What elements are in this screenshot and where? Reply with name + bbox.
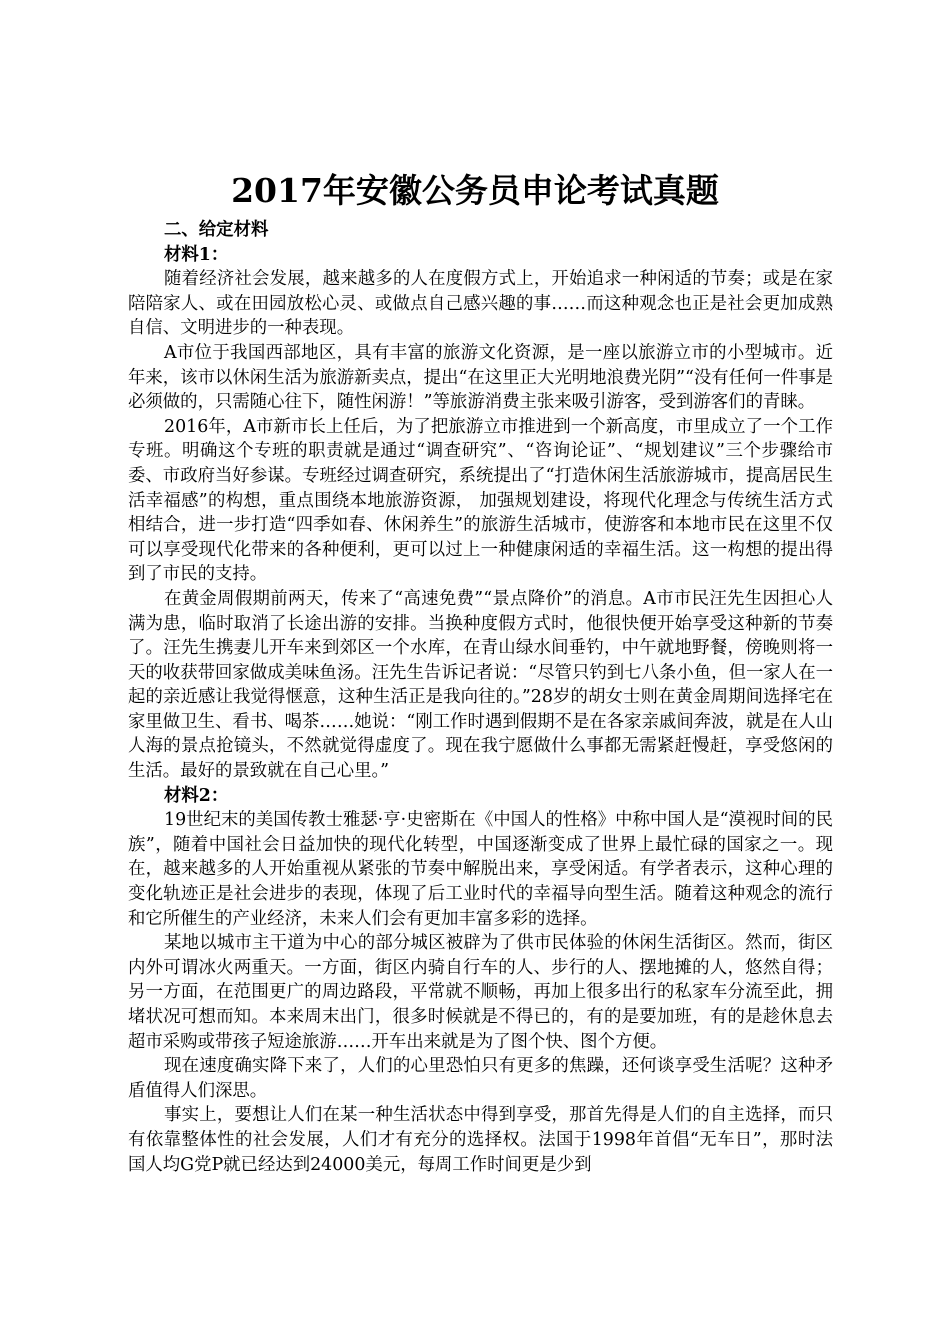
material-2-label: 材料2： (164, 785, 229, 806)
material-1-paragraph-2: A市位于我国西部地区，具有丰富的旅游文化资源，是一座以旅游立市的小型城市。近年来，该市以休闲生活为旅游新卖点，提出“在这里正大光明地浪费光阴”“没有任何一件事是必须做的，只需随心往下，随性闲游！”等旅游消费主张来吸引游客，受到游客们的青睐。 (128, 342, 833, 413)
material-2-paragraph-4: 事实上，要想让人们在某一种生活状态中得到享受，那首先得是人们的自主选择，而只有依靠整体性的社会发展，人们才有充分的选择权。法国于1998年首倡“无车日”，那时法国人均G党P就已经达到24000美元，每周工作时间更是少到 (128, 1105, 833, 1175)
material-1-label: 材料1： (164, 244, 229, 265)
material-2-paragraph-2: 某地以城市主干道为中心的部分城区被辟为了供市民体验的休闲生活街区。然而，街区内外可谓冰火两重天。一方面，街区内骑自行车的人、步行的人、摆地摊的人，悠然自得；另一方面，在范围更广的周边路段，平常就不顺畅，再加上很多出行的私家车分流至此，拥堵状况可想而知。本来周末出门，很多时候就是不得已的，有的是要加班，有的是趁休息去超市采购或带孩子短途旅游……开车出来就是为了图个快、图个方便。 (128, 933, 833, 1052)
page-title: 2017年安徽公务员申论考试真题 (231, 171, 719, 210)
document-body (128, 218, 833, 1177)
material-1-paragraph-4: 在黄金周假期前两天，传来了“高速免费”“景点降价”的消息。A市市民汪先生因担心人满为患，临时取消了长途出游的安排。当换种度假方式时，他很快便开始享受这种新的节奏了。汪先生携妻儿开车来到郊区一个水库，在青山绿水间垂钓，中午就地野餐，傍晚则将一天的收获带回家做成美味鱼汤。汪先生告诉记者说：“尽管只钓到七八条小鱼，但一家人在一起的亲近感让我觉得惬意，这种生活正是我向往的。”28岁的胡女士则在黄金周期间选择宅在家里做卫生、看书、喝茶……她说：“刚工作时遇到假期不是在各家亲戚间奔波，就是在人山人海的景点抢镜头，不然就觉得虚度了。现在我宁愿做什么事都无需紧赶慢赶，享受悠闲的生活。最好的景致就在自己心里。” (128, 588, 833, 782)
section-heading: 二、给定材料 (164, 220, 269, 240)
material-2-paragraph-3: 现在速度确实降下来了，人们的心里恐怕只有更多的焦躁，还何谈享受生活呢？这种矛盾值得人们深思。 (128, 1056, 833, 1101)
material-1-paragraph-3: 2016年，A市新市长上任后，为了把旅游立市推进到一个新高度，市里成立了一个工作专班。明确这个专班的职责就是通过“调查研究”、“咨询论证”、“规划建议”三个步骤给市委、市政府当好参谋。专班经过调查研究，系统提出了“打造休闲生活旅游城市，提高居民生活幸福感”的构想，重点围绕本地旅游资源， 加强规划建设，将现代化理念与传统生活方式相结合，进一步打造“四季如春、休闲养生”的旅游生活城市，使游客和本地市民在这里不仅可以享受现代化带来的各种便利，更可以过上一种健康闲适的幸福生活。这一构想的提出得到了市民的支持。 (128, 416, 833, 585)
material-2-paragraph-1: 19世纪末的美国传教士雅瑟·亨·史密斯在《中国人的性格》中称中国人是“漠视时间的民族”，随着中国社会日益加快的现代化转型，中国逐渐变成了世界上最忙碌的国家之一。现在，越来越多的人开始重视从紧张的节奏中解脱出来，享受闲适。有学者表示，这种心理的变化轨迹正是社会进步的表现，体现了后工业时代的幸福导向型生活。随着这种观念的流行和它所催生的产业经济，未来人们会有更加丰富多彩的选择。 (128, 810, 833, 929)
material-1-paragraph-1: 随着经济社会发展，越来越多的人在度假方式上，开始追求一种闲适的节奏；或是在家陪陪家人、或在田园放松心灵、或做点自己感兴趣的事……而这种观念也正是社会更加成熟自信、文明进步的一种表现。 (128, 269, 833, 339)
